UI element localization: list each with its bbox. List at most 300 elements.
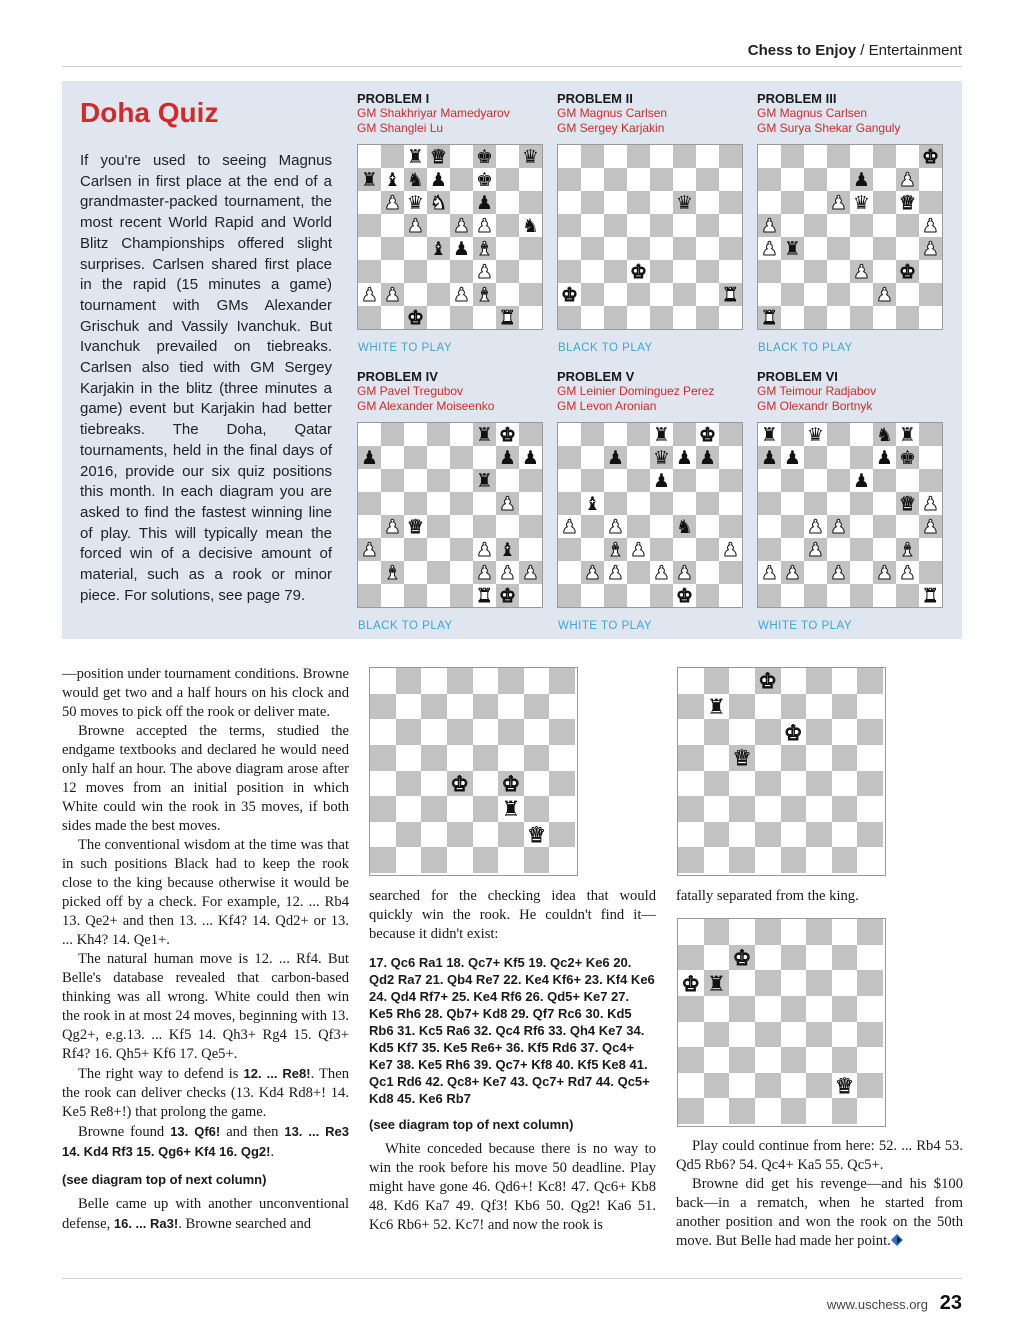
board-square bbox=[919, 260, 942, 283]
board-square bbox=[673, 168, 696, 191]
board-square bbox=[370, 745, 396, 771]
white-rook-icon: ♜ bbox=[476, 584, 493, 607]
black-rook-icon: ♜ bbox=[761, 423, 778, 446]
board-square bbox=[781, 214, 804, 237]
board-square bbox=[549, 668, 575, 694]
problem-title: PROBLEM IV bbox=[357, 369, 438, 384]
white-king-icon: ♚ bbox=[922, 145, 939, 168]
board-square bbox=[919, 446, 942, 469]
board-square bbox=[496, 515, 519, 538]
board-square bbox=[421, 796, 447, 822]
board-square bbox=[427, 584, 450, 607]
board-square bbox=[427, 306, 450, 329]
board-square bbox=[450, 515, 473, 538]
header-divider bbox=[62, 66, 962, 67]
board-square bbox=[496, 237, 519, 260]
board-square bbox=[804, 306, 827, 329]
board-square bbox=[806, 796, 832, 822]
board-square bbox=[755, 847, 781, 873]
paragraph: The natural human move is 12. ... Rf4. But Belle's database revealed that carbon-based thinking was all wrong. White could then win the rook in at most 24 moves, beginning with 13. Qg2+, e.g.13. ... Kf5 14. Qh3+ Rg4 15. Qf3+ Rf4? 16. Qh5+ Kf6 17. Qe5+. bbox=[62, 951, 349, 1062]
board-square bbox=[581, 191, 604, 214]
black-knight-icon: ♞ bbox=[876, 423, 893, 446]
board-square bbox=[519, 469, 542, 492]
board-square bbox=[850, 446, 873, 469]
board-square bbox=[704, 1022, 730, 1048]
board-square bbox=[857, 970, 883, 996]
black-queen-icon: ♛ bbox=[676, 191, 693, 214]
board-square bbox=[857, 996, 883, 1022]
board-square bbox=[450, 469, 473, 492]
board-square bbox=[827, 306, 850, 329]
board-square bbox=[850, 283, 873, 306]
board-square bbox=[804, 191, 827, 214]
text: Browne did get his revenge—and his $100 back—in a rematch, when he started from another position and won the rook on the 50th move. But Belle had made her point. bbox=[676, 1176, 963, 1249]
white-pawn-icon: ♟ bbox=[607, 515, 624, 538]
board-square bbox=[473, 694, 499, 720]
white-queen-icon: ♛ bbox=[835, 1073, 854, 1099]
board-square bbox=[729, 847, 755, 873]
board-square bbox=[581, 145, 604, 168]
board-square bbox=[404, 423, 427, 446]
board-square bbox=[832, 745, 858, 771]
board-square bbox=[806, 1098, 832, 1124]
board-square bbox=[804, 469, 827, 492]
paragraph: White conceded because there is no way to win the rook before his move 50 deadline. Play might have gone 46. Qd6+! Kc8! 47. Qc6+ Kb8 48. Kd6 Ka7 49. Qf3! Kb6 50. Qg2! Ka6 51. Kc6 Rb6+ 52. Kc7! and now the rook is bbox=[369, 1141, 656, 1233]
board-square bbox=[719, 191, 742, 214]
board-square bbox=[473, 719, 499, 745]
white-bishop-icon: ♝ bbox=[384, 561, 401, 584]
board-square bbox=[427, 561, 450, 584]
board-square bbox=[758, 584, 781, 607]
board-square bbox=[804, 446, 827, 469]
board-square bbox=[729, 1047, 755, 1073]
board-square bbox=[604, 168, 627, 191]
board-square bbox=[421, 822, 447, 848]
white-player: GM Leinier Dominguez Perez bbox=[557, 384, 715, 398]
board-square bbox=[427, 214, 450, 237]
board-square bbox=[857, 1022, 883, 1048]
board-square bbox=[678, 847, 704, 873]
board-square bbox=[919, 469, 942, 492]
board-square bbox=[729, 970, 755, 996]
board-square bbox=[427, 423, 450, 446]
board-square bbox=[729, 694, 755, 720]
board-square bbox=[604, 191, 627, 214]
white-knight-icon: ♞ bbox=[430, 191, 447, 214]
board-square bbox=[381, 214, 404, 237]
diagram-board-1 bbox=[369, 667, 578, 876]
white-pawn-icon: ♟ bbox=[522, 561, 539, 584]
white-player: GM Pavel Tregubov bbox=[357, 384, 464, 398]
board-square bbox=[678, 1073, 704, 1099]
white-pawn-icon: ♟ bbox=[722, 538, 739, 561]
board-square bbox=[473, 847, 499, 873]
board-square bbox=[473, 745, 499, 771]
board-square bbox=[919, 168, 942, 191]
board-square bbox=[704, 1073, 730, 1099]
diagram-board-2 bbox=[677, 667, 886, 876]
board-square bbox=[729, 1098, 755, 1124]
section-title: Chess to Enjoy bbox=[747, 42, 857, 59]
white-bishop-icon: ♝ bbox=[899, 538, 916, 561]
board-square bbox=[650, 191, 673, 214]
white-pawn-icon: ♟ bbox=[476, 538, 493, 561]
move: 12. ... Re8! bbox=[243, 1066, 311, 1081]
black-pawn-icon: ♟ bbox=[853, 469, 870, 492]
board-square bbox=[427, 515, 450, 538]
board-square bbox=[650, 492, 673, 515]
board-square bbox=[421, 745, 447, 771]
board-square bbox=[650, 260, 673, 283]
board-square bbox=[558, 538, 581, 561]
white-pawn-icon: ♟ bbox=[499, 492, 516, 515]
board-square bbox=[673, 237, 696, 260]
white-pawn-icon: ♟ bbox=[922, 237, 939, 260]
board-square bbox=[832, 1022, 858, 1048]
board-square bbox=[581, 469, 604, 492]
board-square bbox=[396, 847, 422, 873]
board-square bbox=[758, 168, 781, 191]
white-player: GM Shakhriyar Mamedyarov bbox=[357, 106, 510, 120]
white-pawn-icon: ♟ bbox=[922, 214, 939, 237]
board-square bbox=[604, 214, 627, 237]
board-square bbox=[524, 796, 550, 822]
board-square bbox=[549, 719, 575, 745]
board-square bbox=[781, 423, 804, 446]
board-square bbox=[650, 306, 673, 329]
board-square bbox=[604, 145, 627, 168]
board-square bbox=[832, 996, 858, 1022]
problem-6 bbox=[757, 369, 945, 639]
board-square bbox=[827, 283, 850, 306]
board-square bbox=[719, 561, 742, 584]
paragraph: The conventional wisdom at the time was that in such positions Black had to keep the rook close to the king because otherwise it would be picked off by a check. For example, 12. ... Rb4 13. Qe2+ and then 13. ... Kf4? 14. Qd2+ or 13. ... Kh4? 14. Qe1+. bbox=[62, 837, 349, 948]
white-pawn-icon: ♟ bbox=[607, 561, 624, 584]
board-square bbox=[404, 492, 427, 515]
white-pawn-icon: ♟ bbox=[807, 515, 824, 538]
board-square bbox=[781, 145, 804, 168]
board-square bbox=[919, 423, 942, 446]
board-square bbox=[381, 260, 404, 283]
board-square bbox=[678, 771, 704, 797]
board-square bbox=[604, 469, 627, 492]
board-square bbox=[519, 260, 542, 283]
board-square bbox=[729, 796, 755, 822]
board-square bbox=[873, 214, 896, 237]
board-square bbox=[704, 719, 730, 745]
board-square bbox=[678, 822, 704, 848]
board-square bbox=[729, 996, 755, 1022]
board-square bbox=[755, 694, 781, 720]
article-column-3-bottom bbox=[676, 1137, 963, 1251]
board-square bbox=[678, 1098, 704, 1124]
board-square bbox=[832, 719, 858, 745]
board-square bbox=[704, 919, 730, 945]
board-square bbox=[873, 191, 896, 214]
board-square bbox=[781, 306, 804, 329]
white-king-icon: ♚ bbox=[499, 584, 516, 607]
board-square bbox=[804, 561, 827, 584]
board-square bbox=[650, 237, 673, 260]
board-square bbox=[850, 561, 873, 584]
white-king-icon: ♚ bbox=[758, 668, 778, 694]
board-square bbox=[627, 191, 650, 214]
board-square bbox=[781, 515, 804, 538]
board-square bbox=[781, 584, 804, 607]
board-square bbox=[558, 469, 581, 492]
problem-title: PROBLEM II bbox=[557, 91, 633, 106]
board-square bbox=[919, 191, 942, 214]
board-square bbox=[519, 168, 542, 191]
white-king-icon: ♚ bbox=[499, 423, 516, 446]
board-square bbox=[729, 771, 755, 797]
black-rook-icon: ♜ bbox=[476, 423, 493, 446]
board-square bbox=[358, 191, 381, 214]
board-square bbox=[450, 561, 473, 584]
board-square bbox=[919, 306, 942, 329]
board-square bbox=[581, 237, 604, 260]
white-pawn-icon: ♟ bbox=[807, 538, 824, 561]
board-square bbox=[781, 919, 807, 945]
board-square bbox=[678, 796, 704, 822]
text: . Browne searched and bbox=[178, 1216, 312, 1232]
board-square bbox=[729, 1022, 755, 1048]
board-square bbox=[549, 745, 575, 771]
board-square bbox=[850, 145, 873, 168]
white-pawn-icon: ♟ bbox=[761, 561, 778, 584]
board-square bbox=[519, 423, 542, 446]
white-queen-icon: ♛ bbox=[732, 745, 752, 771]
board-square bbox=[370, 822, 396, 848]
problem-title: PROBLEM VI bbox=[757, 369, 838, 384]
board-square bbox=[673, 260, 696, 283]
black-rook-icon: ♜ bbox=[784, 237, 801, 260]
board-square bbox=[427, 283, 450, 306]
white-king-icon: ♚ bbox=[899, 260, 916, 283]
side-to-move: BLACK TO PLAY bbox=[558, 342, 653, 354]
board-square bbox=[696, 283, 719, 306]
board-square bbox=[381, 446, 404, 469]
white-pawn-icon: ♟ bbox=[384, 283, 401, 306]
board-square bbox=[473, 306, 496, 329]
board-square bbox=[781, 771, 807, 797]
board-square bbox=[719, 306, 742, 329]
article-column-3-top bbox=[676, 887, 963, 906]
black-rook-icon: ♜ bbox=[707, 970, 726, 996]
board-square bbox=[558, 492, 581, 515]
board-square bbox=[604, 306, 627, 329]
category-title: Entertainment bbox=[868, 42, 962, 59]
board-square bbox=[519, 538, 542, 561]
black-pawn-icon: ♟ bbox=[607, 446, 624, 469]
black-queen-icon: ♛ bbox=[407, 191, 424, 214]
problem-title: PROBLEM III bbox=[757, 91, 837, 106]
board-square bbox=[704, 847, 730, 873]
board-square bbox=[758, 191, 781, 214]
board-square bbox=[704, 1098, 730, 1124]
board-square bbox=[719, 446, 742, 469]
board-square bbox=[896, 237, 919, 260]
board-square bbox=[806, 1047, 832, 1073]
board-square bbox=[806, 745, 832, 771]
white-pawn-icon: ♟ bbox=[876, 561, 893, 584]
side-to-move: WHITE TO PLAY bbox=[558, 620, 653, 632]
quiz-intro bbox=[80, 97, 332, 606]
white-pawn-icon: ♟ bbox=[876, 283, 893, 306]
board-square bbox=[857, 919, 883, 945]
board-square bbox=[496, 168, 519, 191]
board-square bbox=[427, 492, 450, 515]
board-square bbox=[827, 584, 850, 607]
black-player: GM Olexandr Bortnyk bbox=[757, 399, 873, 413]
board-square bbox=[719, 260, 742, 283]
board-square bbox=[827, 492, 850, 515]
board-square bbox=[678, 694, 704, 720]
board-square bbox=[758, 469, 781, 492]
black-pawn-icon: ♟ bbox=[676, 446, 693, 469]
white-pawn-icon: ♟ bbox=[653, 561, 670, 584]
board-square bbox=[806, 1073, 832, 1099]
white-pawn-icon: ♟ bbox=[630, 538, 647, 561]
board-square bbox=[678, 996, 704, 1022]
board-square bbox=[873, 584, 896, 607]
board-square bbox=[804, 168, 827, 191]
white-bishop-icon: ♝ bbox=[476, 283, 493, 306]
board-square bbox=[755, 970, 781, 996]
board-square bbox=[673, 145, 696, 168]
black-bishop-icon: ♝ bbox=[584, 492, 601, 515]
board-square bbox=[519, 191, 542, 214]
board-square bbox=[832, 970, 858, 996]
black-rook-icon: ♜ bbox=[899, 423, 916, 446]
board-square bbox=[381, 306, 404, 329]
board-square bbox=[673, 214, 696, 237]
white-queen-icon: ♛ bbox=[527, 822, 546, 848]
board-square bbox=[850, 237, 873, 260]
board-square bbox=[919, 561, 942, 584]
board-square bbox=[524, 719, 550, 745]
board-square bbox=[358, 214, 381, 237]
problem-board bbox=[557, 144, 743, 330]
board-square bbox=[696, 237, 719, 260]
white-king-icon: ♚ bbox=[501, 770, 521, 796]
header-separator: / bbox=[860, 42, 865, 59]
board-square bbox=[370, 771, 396, 797]
board-square bbox=[627, 283, 650, 306]
board-square bbox=[850, 306, 873, 329]
board-square bbox=[729, 822, 755, 848]
black-knight-icon: ♞ bbox=[407, 168, 424, 191]
board-square bbox=[558, 423, 581, 446]
board-square bbox=[696, 515, 719, 538]
board-square bbox=[696, 145, 719, 168]
black-player: GM Surya Shekar Ganguly bbox=[757, 121, 901, 135]
black-rook-icon: ♜ bbox=[407, 145, 424, 168]
side-to-move: WHITE TO PLAY bbox=[758, 620, 853, 632]
board-square bbox=[857, 822, 883, 848]
board-square bbox=[447, 694, 473, 720]
board-square bbox=[832, 822, 858, 848]
board-square bbox=[450, 446, 473, 469]
board-square bbox=[758, 260, 781, 283]
board-square bbox=[581, 446, 604, 469]
board-square bbox=[781, 168, 804, 191]
board-square bbox=[358, 515, 381, 538]
board-square bbox=[604, 260, 627, 283]
board-square bbox=[627, 446, 650, 469]
board-square bbox=[806, 970, 832, 996]
board-square bbox=[650, 145, 673, 168]
board-square bbox=[806, 1022, 832, 1048]
board-square bbox=[850, 214, 873, 237]
board-square bbox=[832, 694, 858, 720]
board-square bbox=[696, 214, 719, 237]
black-bishop-icon: ♝ bbox=[384, 168, 401, 191]
board-square bbox=[519, 283, 542, 306]
board-square bbox=[678, 1022, 704, 1048]
paragraph: —position under tournament conditions. Browne would get two and a half hours on his clock and 50 moves to pick off the rook or deliver mate. bbox=[62, 666, 349, 720]
board-square bbox=[404, 561, 427, 584]
board-square bbox=[896, 145, 919, 168]
black-rook-icon: ♜ bbox=[501, 796, 521, 822]
board-square bbox=[447, 745, 473, 771]
board-square bbox=[755, 745, 781, 771]
board-square bbox=[857, 668, 883, 694]
board-square bbox=[755, 1047, 781, 1073]
board-square bbox=[450, 306, 473, 329]
white-pawn-icon: ♟ bbox=[361, 538, 378, 561]
board-square bbox=[549, 694, 575, 720]
board-square bbox=[558, 260, 581, 283]
board-square bbox=[519, 492, 542, 515]
board-square bbox=[498, 668, 524, 694]
white-king-icon: ♚ bbox=[450, 770, 470, 796]
black-pawn-icon: ♟ bbox=[430, 168, 447, 191]
board-square bbox=[804, 260, 827, 283]
text: Belle came up with another unconventional defense, bbox=[62, 1196, 349, 1232]
black-bishop-icon: ♝ bbox=[499, 538, 516, 561]
board-square bbox=[704, 668, 730, 694]
board-square bbox=[450, 538, 473, 561]
board-square bbox=[832, 919, 858, 945]
board-square bbox=[729, 668, 755, 694]
board-square bbox=[524, 745, 550, 771]
board-square bbox=[498, 719, 524, 745]
board-square bbox=[381, 469, 404, 492]
paragraph bbox=[676, 1175, 963, 1251]
white-pawn-icon: ♟ bbox=[476, 260, 493, 283]
black-pawn-icon: ♟ bbox=[476, 191, 493, 214]
board-square bbox=[781, 694, 807, 720]
board-square bbox=[396, 719, 422, 745]
board-square bbox=[519, 515, 542, 538]
board-square bbox=[627, 145, 650, 168]
board-square bbox=[781, 668, 807, 694]
board-square bbox=[806, 822, 832, 848]
board-square bbox=[827, 423, 850, 446]
problem-1 bbox=[357, 91, 545, 361]
board-square bbox=[827, 237, 850, 260]
board-square bbox=[873, 306, 896, 329]
black-pawn-icon: ♟ bbox=[853, 168, 870, 191]
board-square bbox=[781, 260, 804, 283]
board-square bbox=[358, 469, 381, 492]
board-square bbox=[781, 1022, 807, 1048]
board-square bbox=[627, 469, 650, 492]
board-square bbox=[857, 745, 883, 771]
board-square bbox=[447, 668, 473, 694]
board-square bbox=[719, 423, 742, 446]
